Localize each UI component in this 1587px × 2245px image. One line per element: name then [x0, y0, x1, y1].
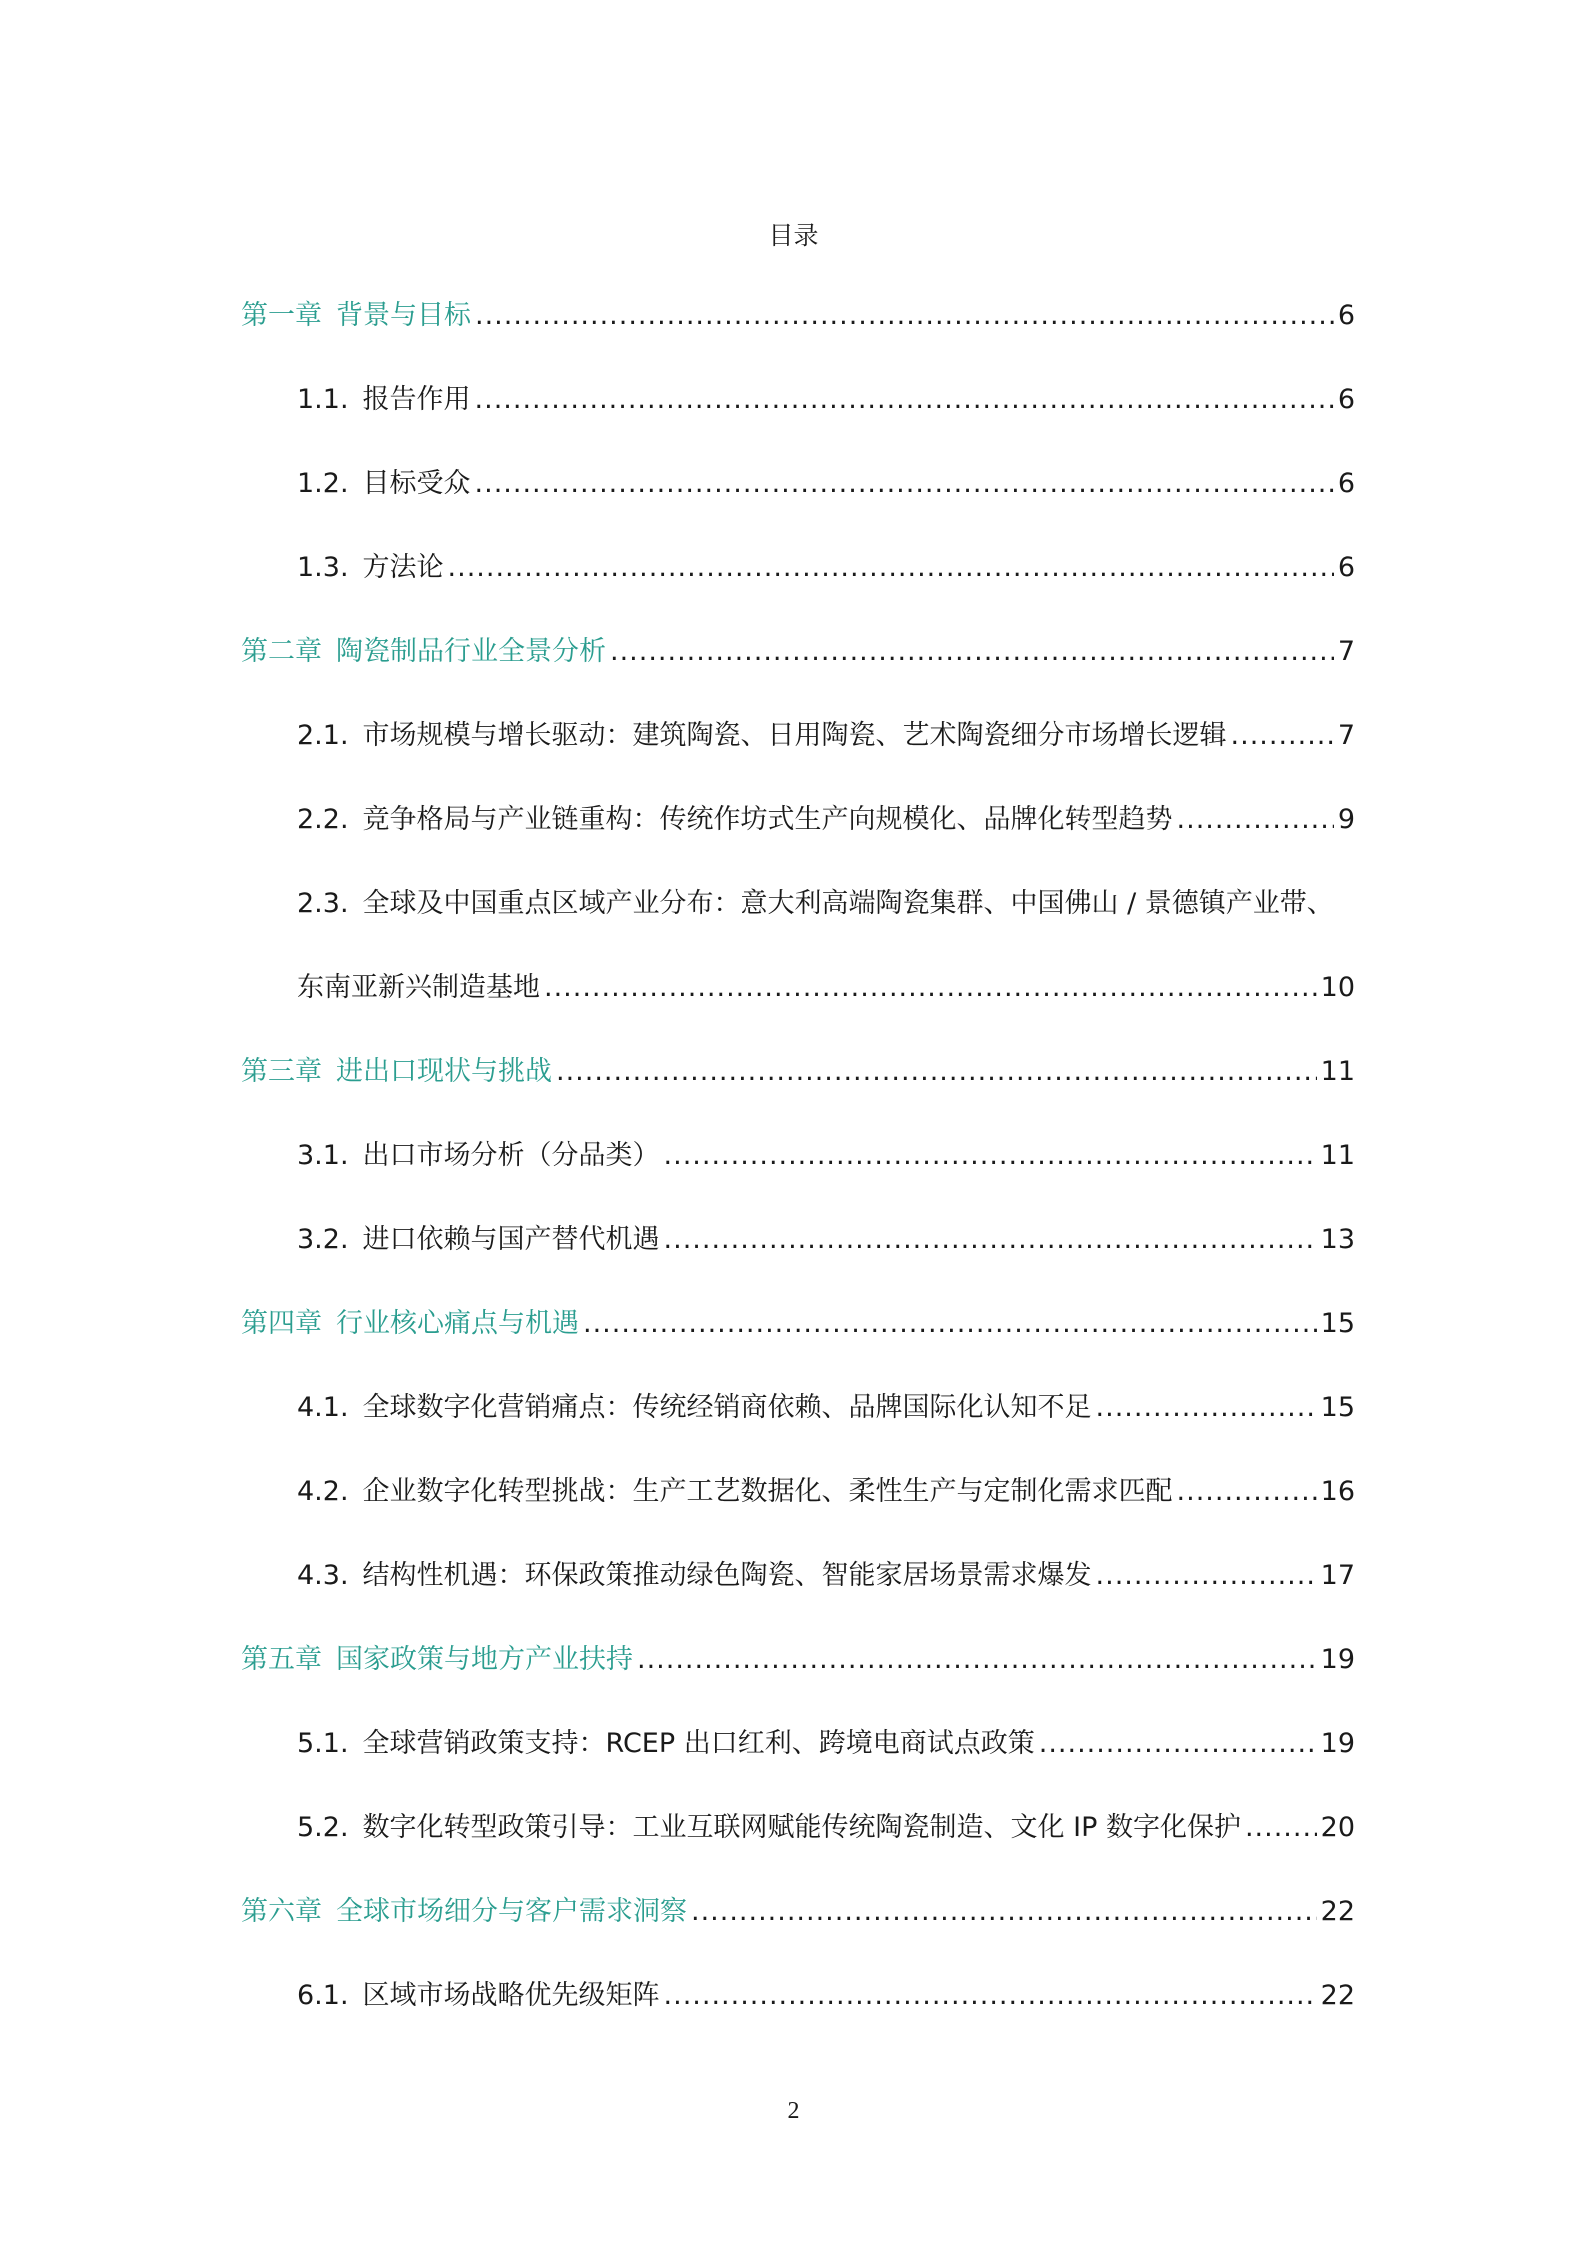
toc-page-number: 16 [1320, 1476, 1355, 1507]
toc-dot-leader [1177, 1472, 1317, 1512]
toc-entry-title: 全球营销政策支持：RCEP 出口红利、跨境电商试点政策 [362, 1728, 1035, 1759]
toc-section-2-2[interactable] [297, 800, 1355, 840]
toc-section-4-2[interactable] [297, 1472, 1355, 1512]
toc-entry-title-continued: 东南亚新兴制造基地 [297, 972, 540, 1003]
toc-section-3-1[interactable] [297, 1136, 1355, 1176]
toc-section-1-1[interactable] [297, 380, 1355, 420]
toc-page-number: 7 [1337, 720, 1355, 751]
toc-entry-title: 报告作用 [362, 384, 471, 415]
toc-page-number: 6 [1337, 384, 1355, 415]
toc-dot-leader [544, 968, 1317, 1008]
toc-chapter-2[interactable] [241, 632, 1355, 672]
toc-entry-number: 第四章 [241, 1308, 322, 1339]
toc-entry-number: 4.1. [297, 1392, 349, 1423]
toc-entry-number: 第六章 [241, 1896, 322, 1927]
toc-dot-leader [691, 1892, 1317, 1932]
toc-entry-number: 1.1. [297, 384, 349, 415]
toc-dot-leader [1096, 1388, 1317, 1428]
toc-entry-title: 背景与目标 [336, 300, 471, 331]
toc-section-5-1[interactable] [297, 1724, 1355, 1764]
toc-page-number: 6 [1337, 300, 1355, 331]
toc-section-2-1[interactable] [297, 716, 1355, 756]
toc-dot-leader [637, 1640, 1317, 1680]
toc-dot-leader [664, 1136, 1317, 1176]
toc-chapter-6[interactable] [241, 1892, 1355, 1932]
toc-dot-leader [1177, 800, 1334, 840]
toc-dot-leader [664, 1976, 1317, 2016]
toc-section-6-1[interactable] [297, 1976, 1355, 2016]
toc-entry-title: 陶瓷制品行业全景分析 [336, 636, 606, 667]
toc-page-number: 10 [1320, 972, 1355, 1003]
toc-entry-number: 2.2. [297, 804, 349, 835]
toc-dot-leader [1245, 1808, 1317, 1848]
toc-dot-leader [475, 380, 1334, 420]
toc-section-5-2[interactable] [297, 1808, 1355, 1848]
toc-section-2-3[interactable] [297, 884, 1355, 924]
toc-dot-leader [1039, 1724, 1317, 1764]
toc-entry-number: 4.2. [297, 1476, 349, 1507]
toc-page-number: 15 [1320, 1308, 1355, 1339]
toc-entry-number: 4.3. [297, 1560, 349, 1591]
toc-chapter-5[interactable] [241, 1640, 1355, 1680]
toc-entry-title: 国家政策与地方产业扶持 [336, 1644, 633, 1675]
toc-dot-leader [556, 1052, 1317, 1092]
toc-entry-number: 5.1. [297, 1728, 349, 1759]
toc-page-number: 22 [1320, 1896, 1355, 1927]
toc-page-number: 7 [1337, 636, 1355, 667]
toc-dot-leader [1231, 716, 1334, 756]
toc-dot-leader [448, 548, 1334, 588]
toc-page-number: 6 [1337, 468, 1355, 499]
toc-chapter-1[interactable] [241, 296, 1355, 336]
toc-entry-title: 区域市场战略优先级矩阵 [362, 1980, 660, 2011]
toc-page-number: 6 [1337, 552, 1355, 583]
toc-page-number: 19 [1320, 1644, 1355, 1675]
toc-entry-number: 2.1. [297, 720, 349, 751]
page-number: 2 [787, 2098, 800, 2124]
toc-section-3-2[interactable] [297, 1220, 1355, 1260]
toc-entry-number: 第三章 [241, 1056, 322, 1087]
toc-page-number: 13 [1320, 1224, 1355, 1255]
toc-entry-number: 3.2. [297, 1224, 349, 1255]
toc-page-number: 17 [1320, 1560, 1355, 1591]
toc-entry-title: 进出口现状与挑战 [336, 1056, 552, 1087]
toc-dot-leader [475, 296, 1334, 336]
toc-entry-number: 第五章 [241, 1644, 322, 1675]
toc-entry-title: 全球市场细分与客户需求洞察 [336, 1896, 687, 1927]
toc-entry-title: 全球数字化营销痛点：传统经销商依赖、品牌国际化认知不足 [362, 1392, 1092, 1423]
toc-entry-title: 数字化转型政策引导：工业互联网赋能传统陶瓷制造、文化 IP 数字化保护 [362, 1812, 1241, 1843]
toc-chapter-4[interactable] [241, 1304, 1355, 1344]
toc-entry-number: 6.1. [297, 1980, 349, 2011]
toc-chapter-3[interactable] [241, 1052, 1355, 1092]
toc-section-1-3[interactable] [297, 548, 1355, 588]
toc-entry-title: 企业数字化转型挑战：生产工艺数据化、柔性生产与定制化需求匹配 [362, 1476, 1173, 1507]
toc-dot-leader [610, 632, 1334, 672]
toc-entry-number: 第一章 [241, 300, 322, 331]
toc-entry-number: 1.2. [297, 468, 349, 499]
toc-entry-title: 竞争格局与产业链重构：传统作坊式生产向规模化、品牌化转型趋势 [362, 804, 1173, 835]
toc-page-number: 19 [1320, 1728, 1355, 1759]
toc-entry-number: 5.2. [297, 1812, 349, 1843]
toc-section-4-3[interactable] [297, 1556, 1355, 1596]
toc-dot-leader [583, 1304, 1317, 1344]
toc-page-number: 22 [1320, 1980, 1355, 2011]
toc-section-2-3-continued[interactable] [297, 968, 1355, 1008]
toc-page-number: 11 [1320, 1056, 1355, 1087]
toc-title: 目录 [768, 221, 819, 250]
toc-entry-number: 1.3. [297, 552, 349, 583]
toc-dot-leader [475, 464, 1334, 504]
toc-entry-number: 3.1. [297, 1140, 349, 1171]
toc-entry-title: 方法论 [362, 552, 444, 583]
toc-entry-title: 进口依赖与国产替代机遇 [362, 1224, 660, 1255]
toc-dot-leader [664, 1220, 1317, 1260]
toc-section-4-1[interactable] [297, 1388, 1355, 1428]
toc-entry-title: 市场规模与增长驱动：建筑陶瓷、日用陶瓷、艺术陶瓷细分市场增长逻辑 [362, 720, 1227, 751]
toc-page-number: 11 [1320, 1140, 1355, 1171]
toc-entry-title: 出口市场分析（分品类） [362, 1140, 660, 1171]
toc-entry-title: 行业核心痛点与机遇 [336, 1308, 579, 1339]
toc-dot-leader [1096, 1556, 1317, 1596]
toc-section-1-2[interactable] [297, 464, 1355, 504]
toc-page-number: 15 [1320, 1392, 1355, 1423]
toc-page-number: 9 [1337, 804, 1355, 835]
toc-entry-title: 目标受众 [362, 468, 471, 499]
toc-entry-title: 结构性机遇：环保政策推动绿色陶瓷、智能家居场景需求爆发 [362, 1560, 1092, 1591]
toc-entry-number: 2.3. [297, 888, 349, 919]
toc-page-number: 20 [1320, 1812, 1355, 1843]
toc-entry-number: 第二章 [241, 636, 322, 667]
toc-entry-title: 全球及中国重点区域产业分布：意大利高端陶瓷集群、中国佛山 / 景德镇产业带、 [362, 888, 1334, 919]
